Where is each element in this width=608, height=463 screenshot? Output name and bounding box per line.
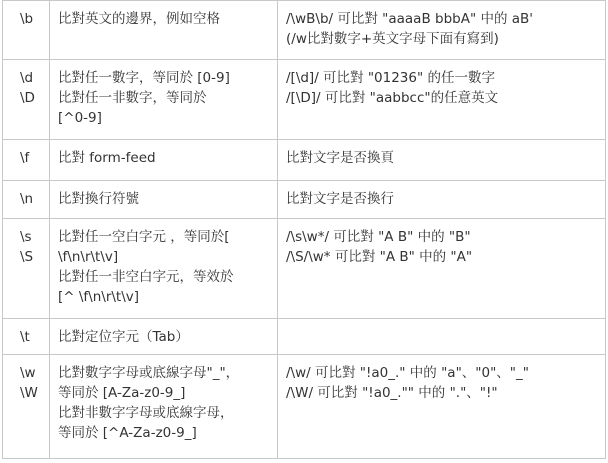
example-text: /\wB\b/ 可比對 "aaaaB bbbA" 中的 aB' xyxy=(286,11,533,27)
regex-reference-table xyxy=(2,0,606,459)
table-row xyxy=(3,181,606,219)
example-cell xyxy=(278,181,606,219)
description-text: [^ \f\n\r\t\v] xyxy=(58,289,140,305)
example-text: (/w比對數字+英文字母下面有寫到) xyxy=(286,31,499,47)
description-text: 比對 form-feed xyxy=(58,150,156,166)
table-row xyxy=(3,355,606,459)
example-text: /[\D]/ 可比對 "aabbcc"的任意英文 xyxy=(286,90,499,106)
description-text: 比對任一數字，等同於 [0-9] xyxy=(58,70,230,86)
description-text: 比對英文的邊界，例如空格 xyxy=(58,11,220,27)
symbol-text: \d xyxy=(20,70,34,86)
example-text: /[\d]/ 可比對 "01236" 的任一數字 xyxy=(286,70,495,86)
table-row xyxy=(3,319,606,355)
symbol-text: \w xyxy=(20,365,36,381)
example-text: /\S/\w* 可比對 "A B" 中的 "A" xyxy=(286,249,473,265)
example-text: /\w/ 可比對 "!a0_." 中的 "a"、"0"、"_" xyxy=(286,365,529,381)
description-text: 比對非數字字母或底線字母， xyxy=(58,405,234,421)
description-text: 等同於 [^A-Za-z0-9_] xyxy=(58,425,197,441)
example-text: 比對文字是否換頁 xyxy=(286,150,394,166)
symbol-text: \f xyxy=(20,150,30,166)
symbol-cell xyxy=(3,181,50,219)
symbol-text: \s xyxy=(20,229,32,245)
description-text: [^0-9] xyxy=(58,110,102,126)
example-cell xyxy=(278,60,606,140)
description-cell xyxy=(50,60,278,140)
description-text: 等同於 [A-Za-z0-9_] xyxy=(58,385,186,401)
description-text: 比對任一空白字元 ，等同於[ xyxy=(58,229,230,245)
description-text: 比對定位字元（Tab） xyxy=(58,329,189,345)
symbol-text: \t xyxy=(20,329,30,345)
symbol-text: \D xyxy=(20,90,35,106)
symbol-cell xyxy=(3,219,50,319)
symbol-cell xyxy=(3,355,50,459)
description-cell xyxy=(50,355,278,459)
description-cell xyxy=(50,219,278,319)
table-row xyxy=(3,140,606,181)
description-text: 比對任一非空白字元，等效於 xyxy=(58,269,234,285)
example-cell xyxy=(278,355,606,459)
description-cell xyxy=(50,181,278,219)
description-text: 比對任一非數字，等同於 xyxy=(58,90,207,106)
symbol-text: \b xyxy=(20,11,34,27)
example-text: /\s\w*/ 可比對 "A B" 中的 "B" xyxy=(286,229,471,245)
symbol-cell xyxy=(3,140,50,181)
table-row xyxy=(3,60,606,140)
description-cell xyxy=(50,319,278,355)
example-cell xyxy=(278,1,606,60)
example-cell xyxy=(278,219,606,319)
symbol-text: \S xyxy=(20,249,34,265)
symbol-cell xyxy=(3,60,50,140)
symbol-cell xyxy=(3,319,50,355)
example-text: /\W/ 可比對 "!a0_."" 中的 "."、"!" xyxy=(286,385,498,401)
symbol-text: \W xyxy=(20,385,38,401)
table-row xyxy=(3,219,606,319)
symbol-cell xyxy=(3,1,50,60)
description-text: 比對換行符號 xyxy=(58,191,139,207)
description-cell xyxy=(50,1,278,60)
description-text: 比對數字字母或底線字母"_"， xyxy=(58,365,240,381)
description-cell xyxy=(50,140,278,181)
symbol-text: \n xyxy=(20,191,34,207)
description-text: \f\n\r\t\v] xyxy=(58,249,119,265)
example-text: 比對文字是否換行 xyxy=(286,191,394,207)
example-cell xyxy=(278,140,606,181)
table-row xyxy=(3,1,606,60)
example-cell xyxy=(278,319,606,355)
